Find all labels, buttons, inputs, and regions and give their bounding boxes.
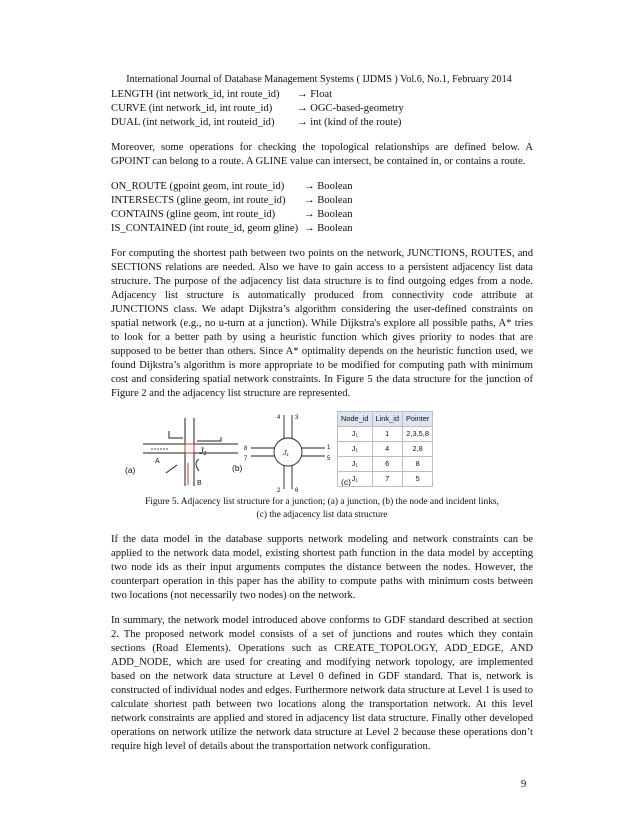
page-body <box>111 88 533 754</box>
table-header: Node_id <box>338 412 373 427</box>
node-label: 7 <box>244 456 248 462</box>
junction-label-A: A <box>155 458 160 465</box>
junction-label-B: B <box>197 480 202 487</box>
function-return: → Boolean <box>304 181 353 192</box>
panel-label-c: (c) <box>341 477 351 487</box>
table-cell: 5 <box>402 472 432 487</box>
table-row <box>338 427 433 442</box>
table-header: Pointer <box>402 412 432 427</box>
node-label: J₁ <box>283 450 289 457</box>
table-cell: 4 <box>372 442 402 457</box>
junction-label-J: J₁ <box>199 446 207 456</box>
function-return: → Boolean <box>304 209 353 220</box>
table-cell: 7 <box>372 472 402 487</box>
function-signature: CURVE (int network_id, int route_id) <box>111 103 273 114</box>
function-signature: IS_CONTAINED (int route_id, geom gline) <box>111 223 299 234</box>
paragraph-data-model: If the data model in the database supports network modeling and network constraints can be applied to the network data model, existing shortest path function in the data model by accepting two node ids as their input arguments computes the distance between the nodes. However, the counterpart operation in this paper has the ability to compute paths with minimum costs between two locations (not necessarily two nodes) on the network. <box>111 534 533 601</box>
table-cell: 2,3,5,8 <box>402 427 432 442</box>
function-row <box>111 116 533 130</box>
node-label: 4 <box>277 415 281 421</box>
function-return: → Boolean <box>304 223 353 234</box>
junction-diagram <box>143 418 238 486</box>
panel-label-a: (a) <box>125 465 136 475</box>
function-signature: CONTAINS (gline geom, int route_id) <box>111 209 276 220</box>
function-row <box>111 222 533 236</box>
table-cell: J₁ <box>338 427 373 442</box>
journal-header: International Journal of Database Management Systems ( IJDMS ) Vol.6, No.1, February 2014 <box>126 74 512 85</box>
node-label: 8 <box>244 446 248 452</box>
function-row <box>111 88 533 102</box>
figure-5 <box>111 411 533 493</box>
function-signature: INTERSECTS (gline geom, int route_id) <box>111 195 286 206</box>
function-row <box>111 208 533 222</box>
node-label: 1 <box>327 445 331 451</box>
function-signature: LENGTH (int network_id, int route_id) <box>111 89 280 100</box>
figure-5-drawing <box>111 411 533 493</box>
function-return: → int (kind of the route) <box>297 117 402 128</box>
function-row <box>111 102 533 116</box>
table-cell: 1 <box>372 427 402 442</box>
table-row <box>338 457 433 472</box>
caption-line: Figure 5. Adjacency list structure for a junction; (a) a junction, (b) the node and incident links, <box>145 497 499 507</box>
table-cell: J₁ <box>338 442 373 457</box>
table-row <box>338 442 433 457</box>
function-return: → Float <box>297 89 333 100</box>
figure-caption <box>111 496 533 522</box>
paragraph-shortest-path: For computing the shortest path between two points on the network, JUNCTIONS, ROUTES, and SECTIONS relations are needed. Also we have to gain access to a persistent adjacency list data structure. The purpose of the adjacency list data structure is to find outgoing edges from a node. Adjacency list structure is automatically produced from connectivity code attribute at JUNCTIONS class. We adapt Dijkstra’s algorithm considering the user-defined constraints on spatial network (e.g., no u-turn at a junction). While Dijkstra's explore all possible paths, A* tries to look for a better path by using a heuristic function which gives priority to nodes that are supposed to be better than others. Since A* optimality depends on the heuristic function used, we found Dijkstra’s algorithm is more appropriate to be modified for computing path with minimum cost and considering spatial network constraints. In Figure 5 the data structure for the junction of Figure 2 and the adjacency list structure are represented. <box>111 248 533 399</box>
paragraph-topology: Moreover, some operations for checking the topological relationships are defined below. A GPOINT can belong to a route. A GLINE value can intersect, be contained in, or contains a route. <box>111 142 533 167</box>
table-cell: J₁ <box>338 472 373 487</box>
function-row <box>111 180 533 194</box>
table-cell: 8 <box>402 457 432 472</box>
node-label: 6 <box>295 488 299 493</box>
node-label: 3 <box>295 415 299 421</box>
panel-label-b: (b) <box>232 463 243 473</box>
function-signature: DUAL (int network_id, int routeid_id) <box>111 117 275 128</box>
table-cell: 2,8 <box>402 442 432 457</box>
table-row <box>338 472 433 487</box>
function-return: → Boolean <box>304 195 353 206</box>
table-cell: 6 <box>372 457 402 472</box>
table-header: Link_id <box>372 412 402 427</box>
function-row <box>111 194 533 208</box>
table-cell: J₁ <box>338 457 373 472</box>
function-list-a <box>111 88 533 130</box>
function-list-b <box>111 180 533 236</box>
function-return: → OGC-based-geometry <box>297 103 404 114</box>
node-label: 2 <box>277 488 281 493</box>
paragraph-summary: In summary, the network model introduced above conforms to GDF standard described at section 2. The proposed network model consists of a set of junctions and routes which they contain sections (Road Elements). Operations such as CREATE_TOPOLOGY, ADD_EDGE, AND ADD_NODE, which are used for creating and modifying network topology, are implemented based on the network data structure at Level 0 defined in GDF standard. That is, network is constructed of individual nodes and edges. Furthermore network data structure at Level 1 is used to calculate shortest path between two locations along the transportation network. At this level network constraints are applied and stored in adjacency list data structure. Finally other developed operations on network utilize the network data structure at Level 2 because these operations don’t require high level of details about the transportation network configuration. <box>111 615 533 752</box>
page-number: 9 <box>521 779 527 790</box>
node-label: 5 <box>327 456 331 462</box>
caption-line: (c) the adjacency list data structure <box>256 510 388 520</box>
adjacency-table <box>337 411 433 487</box>
function-signature: ON_ROUTE (gpoint geom, int route_id) <box>111 181 285 192</box>
